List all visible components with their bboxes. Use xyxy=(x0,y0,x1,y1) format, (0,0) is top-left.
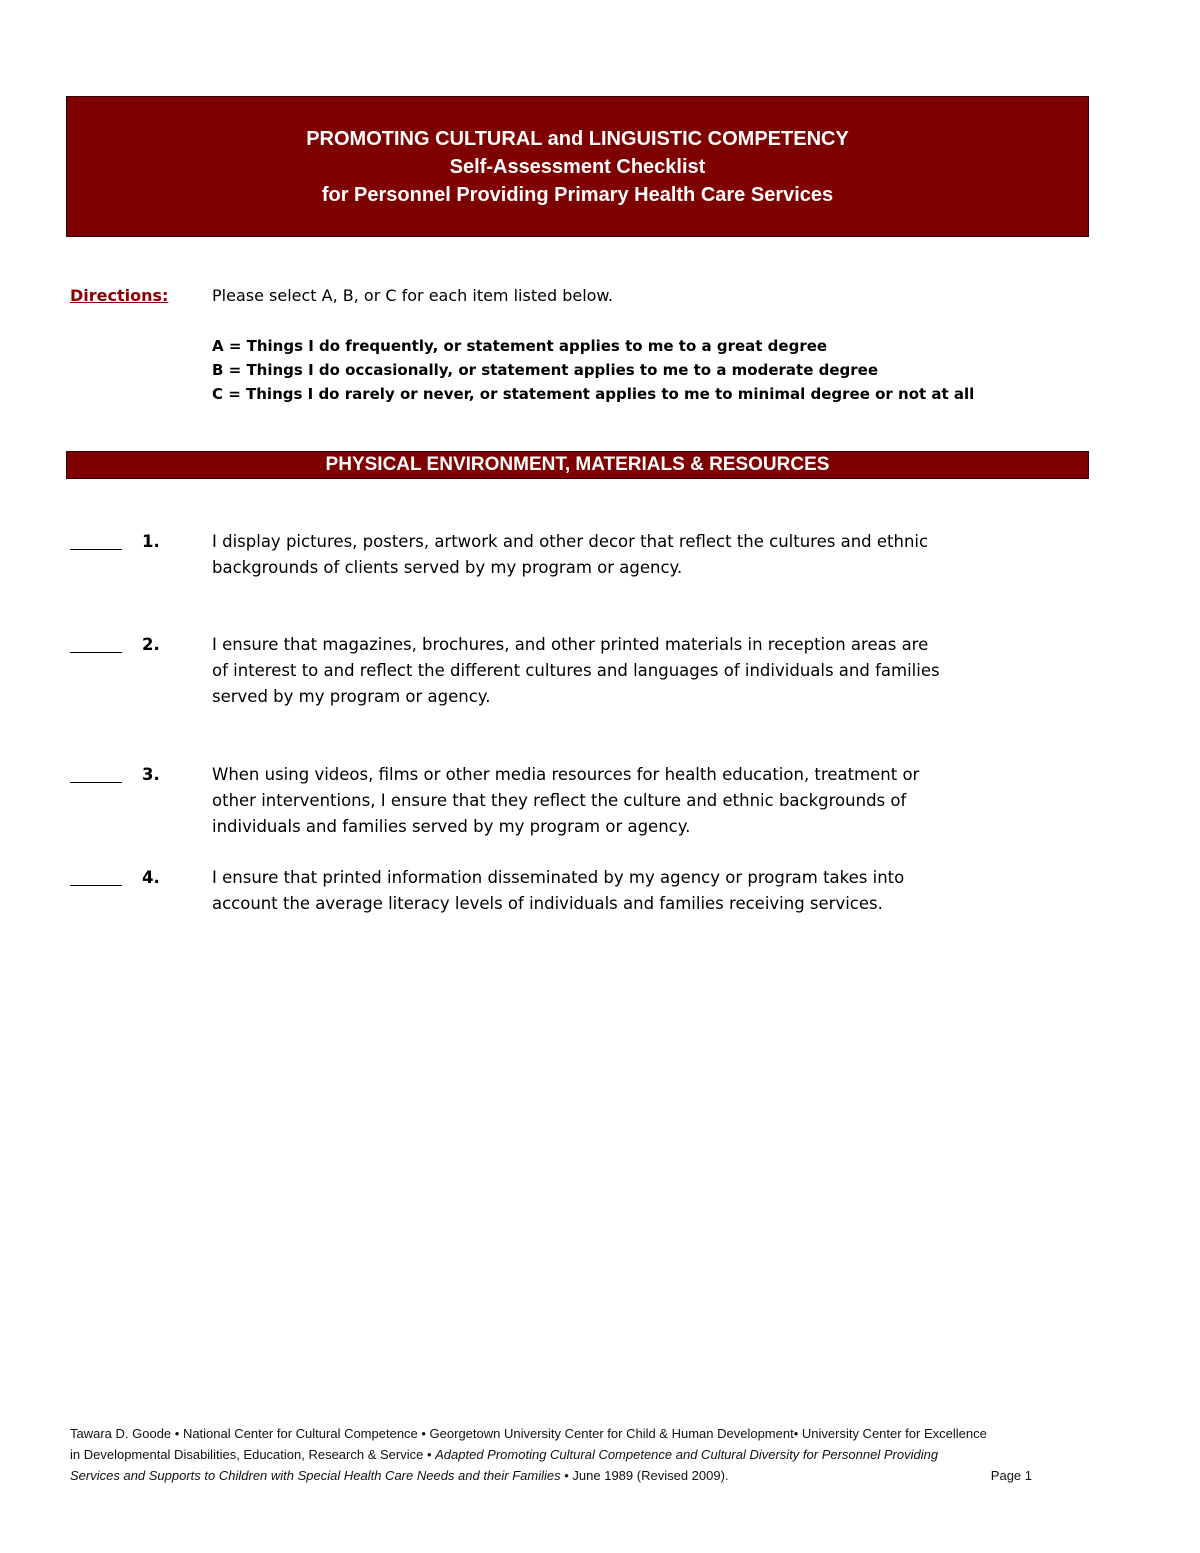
footer-line-2-plain: in Developmental Disabilities, Education, Research & Service • xyxy=(70,1447,436,1462)
footer-line-2-italic: Adapted Promoting Cultural Competence and Cultural Diversity for Personnel Providing xyxy=(435,1447,939,1462)
item-text: I ensure that magazines, brochures, and other printed materials in reception areas are of interest to and reflect the different cultures and languages of individuals and families served by my program or agency. xyxy=(212,635,940,706)
item-text: When using videos, films or other media resources for health education, treatment or other interventions, I ensure that they reflect the culture and ethnic backgrounds of individuals and families served by my program or agency. xyxy=(212,765,920,836)
answer-blank[interactable] xyxy=(70,632,122,653)
footer-line-3-italic: Services and Supports to Children with Special Health Care Needs and their Families xyxy=(70,1468,561,1483)
footer-line-3-plain: • June 1989 (Revised 2009). xyxy=(560,1468,729,1483)
item-number: 1. xyxy=(142,532,160,551)
footer-line-2 xyxy=(70,1444,1090,1465)
rating-scale xyxy=(212,334,974,406)
header-audience: for Personnel Providing Primary Health Care Services xyxy=(321,183,834,206)
directions-text: Please select A, B, or C for each item listed below. xyxy=(212,286,614,305)
header-title: PROMOTING CULTURAL and LINGUISTIC COMPETENCY xyxy=(306,127,849,150)
item-number: 2. xyxy=(142,635,160,654)
scale-a: A = Things I do frequently, or statement applies to me to a great degree xyxy=(212,337,828,355)
scale-b: B = Things I do occasionally, or statement applies to me to a moderate degree xyxy=(212,361,878,379)
item-text: I display pictures, posters, artwork and other decor that reflect the cultures and ethnic backgrounds of clients served by my program or agency. xyxy=(212,532,929,577)
item-number: 4. xyxy=(142,868,160,887)
header-banner xyxy=(66,96,1089,237)
item-text: I ensure that printed information disseminated by my agency or program takes into account the average literacy levels of individuals and families receiving services. xyxy=(212,868,905,913)
item-number: 3. xyxy=(142,765,160,784)
answer-blank[interactable] xyxy=(70,865,122,886)
answer-blank[interactable] xyxy=(70,529,122,550)
answer-blank[interactable] xyxy=(70,762,122,783)
scale-c: C = Things I do rarely or never, or statement applies to me to minimal degree or not at all xyxy=(212,385,975,403)
footer-line-3 xyxy=(70,1465,1090,1486)
footer-line-1: Tawara D. Goode • National Center for Cultural Competence • Georgetown University Center for Child & Human Development• University Center for Excellence xyxy=(70,1426,987,1441)
section-header: PHYSICAL ENVIRONMENT, MATERIALS & RESOURCES xyxy=(66,451,1089,479)
page-number: Page 1 xyxy=(990,1468,1032,1483)
header-subtitle: Self-Assessment Checklist xyxy=(449,155,706,178)
directions-label: Directions: xyxy=(70,286,169,305)
footer-citation xyxy=(70,1423,1090,1486)
